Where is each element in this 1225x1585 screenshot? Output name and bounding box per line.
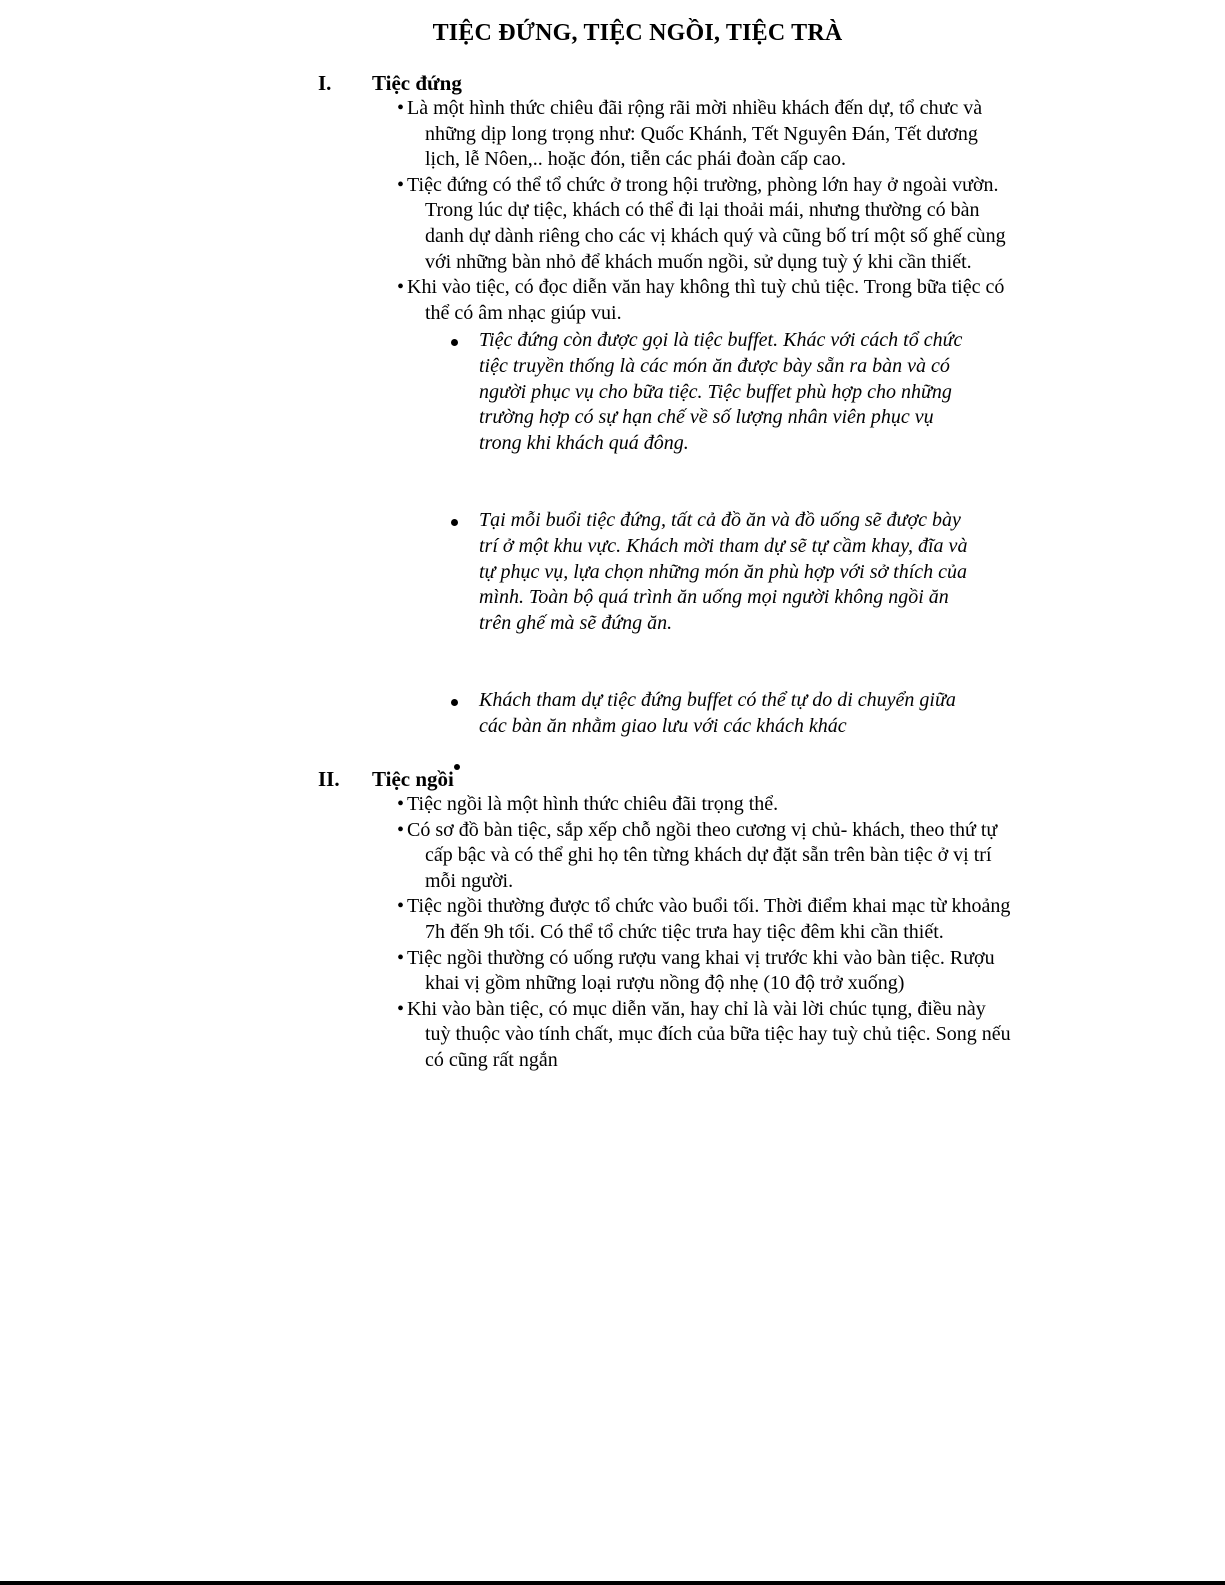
- section-heading: [318, 766, 1018, 792]
- list-item: [397, 997, 1015, 1074]
- list-item-text: Khi vào bàn tiệc, có mục diễn văn, hay chỉ là vài lời chúc tụng, điều này tuỳ thuộc vào tính chất, mục đích của bữa tiệc hay tuỳ chủ tiệc. Song nếu có cũng rất ngắn: [407, 997, 1011, 1071]
- sub-list-item: [451, 688, 979, 739]
- list-item-text: Tiệc ngồi thường có uống rượu vang khai vị trước khi vào bàn tiệc. Rượu khai vị gồm những loại rượu nồng độ nhẹ (10 độ trở xuống): [407, 946, 995, 995]
- section-numeral: II.: [318, 767, 340, 791]
- sub-list-item: [451, 508, 979, 636]
- sub-list-item: [451, 328, 979, 456]
- section-tiec-ngoi: [318, 766, 1018, 1074]
- list-item: [397, 894, 1015, 945]
- section-heading: [318, 70, 1018, 96]
- section-title: Tiệc ngồi: [372, 767, 454, 791]
- bullet-dot-icon: [451, 519, 458, 526]
- bullet-icon: •: [397, 276, 405, 299]
- list-item-text: Có sơ đồ bàn tiệc, sắp xếp chỗ ngồi theo cương vị chủ- khách, theo thứ tự cấp bậc và có thể ghi họ tên từng khách dự đặt sẵn trên bàn tiệc ở vị trí mỗi người.: [407, 818, 998, 892]
- bullet-list: [318, 792, 1018, 1074]
- bullet-icon: •: [397, 946, 405, 969]
- list-item-text: Tiệc ngồi là một hình thức chiêu đãi trọng thể.: [407, 793, 779, 815]
- bullet-list: [318, 96, 1018, 326]
- list-item-text: Tiệc đứng có thể tổ chức ở trong hội trường, phòng lớn hay ở ngoài vườn. Trong lúc dự tiệc, khách có thể đi lại thoải mái, nhưng thường có bàn danh dự dành riêng cho các vị khách quý và cũng bố trí một số ghế cùng với những bàn nhỏ để khách muốn ngồi, sử dụng tuỳ ý khi cần thiết.: [407, 173, 1006, 273]
- list-item-text: Tiệc ngồi thường được tổ chức vào buổi tối. Thời điểm khai mạc từ khoảng 7h đến 9h tối. Có thể tổ chức tiệc trưa hay tiệc đêm khi cần thiết.: [407, 895, 1011, 943]
- bullet-icon: •: [397, 895, 405, 918]
- sub-bullet-list: [318, 328, 1018, 739]
- list-item: [397, 275, 1015, 326]
- bullet-icon: •: [397, 818, 405, 841]
- bullet-icon: •: [397, 997, 405, 1020]
- list-item: [397, 792, 1015, 818]
- sub-list-item-text: Tiệc đứng còn được gọi là tiệc buffet. Khác với cách tổ chức tiệc truyền thống là các món ăn được bày sẵn ra bàn và có người phục vụ cho bữa tiệc. Tiệc buffet phù hợp cho những trường hợp có sự hạn chế về số lượng nhân viên phục vụ trong khi khách quá đông.: [479, 329, 963, 454]
- list-item: [397, 818, 1015, 895]
- list-item: [397, 96, 1015, 173]
- sub-list-item-text: Tại mỗi buổi tiệc đứng, tất cả đồ ăn và đồ uống sẽ được bày trí ở một khu vực. Khách mời tham dự sẽ tự cầm khay, đĩa và tự phục vụ, lựa chọn những món ăn phù hợp với sở thích của mình. Toàn bộ quá trình ăn uống mọi người không ngồi ăn trên ghế mà sẽ đứng ăn.: [479, 509, 968, 634]
- list-item: [397, 946, 1015, 997]
- bullet-dot-icon: [451, 339, 458, 346]
- sub-list-item-text: Khách tham dự tiệc đứng buffet có thể tự do di chuyển giữa các bàn ăn nhằm giao lưu với các khách khác: [479, 689, 956, 737]
- bullet-icon: •: [397, 97, 405, 119]
- list-item-text: Khi vào tiệc, có đọc diễn văn hay không thì tuỳ chủ tiệc. Trong bữa tiệc có thể có âm nhạc giúp vui.: [407, 276, 1005, 324]
- bullet-icon: •: [397, 173, 405, 196]
- section-numeral: I.: [318, 71, 332, 95]
- page-bottom-border: [0, 1581, 1225, 1585]
- section-tiec-dung: [318, 70, 1018, 739]
- stray-dot-icon: [454, 764, 460, 770]
- list-item-text: Là một hình thức chiêu đãi rộng rãi mời nhiều khách đến dự, tổ chưc và những dịp long trọng như: Quốc Khánh, Tết Nguyên Đán, Tết dương lịch, lễ Nôen,.. hoặc đón, tiễn các phái đoàn cấp cao.: [407, 97, 983, 171]
- section-title: Tiệc đứng: [372, 71, 462, 95]
- list-item: [397, 173, 1015, 275]
- bullet-dot-icon: [451, 699, 458, 706]
- document-title: TIỆC ĐỨNG, TIỆC NGỒI, TIỆC TRÀ: [432, 20, 843, 46]
- bullet-icon: •: [397, 793, 405, 815]
